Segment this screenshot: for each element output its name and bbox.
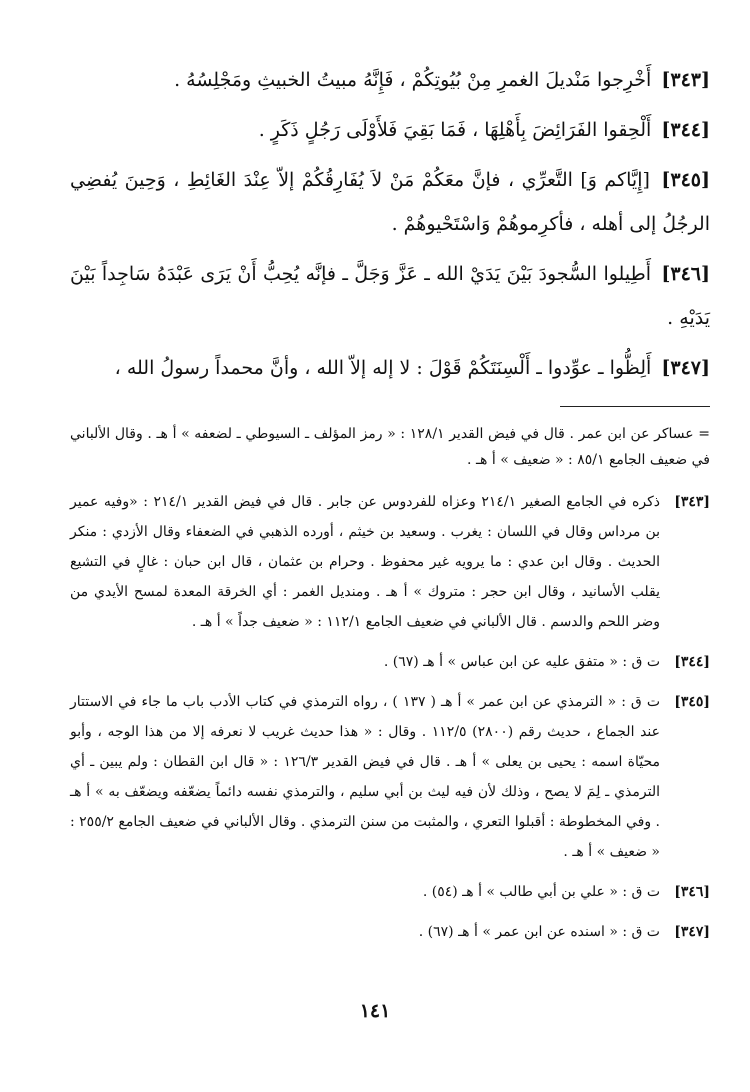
footnote-entry bbox=[70, 877, 710, 907]
hadith-text: أَطِيلوا السُّجودَ بَيْنَ يَدَيْ الله ـ عَزَّ وَجَلَّ ـ فإنَّه يُحِبُّ أَنْ يَرَى عَبْدَهُ سَاجِداً بَيْنَ يَدَيْهِ . bbox=[70, 263, 710, 329]
footnote-divider bbox=[560, 406, 710, 407]
footnote-entry bbox=[70, 917, 710, 947]
footnote-entry bbox=[70, 487, 710, 637]
hadith-text: أَخْرِجوا مَنْديلَ الغمرِ مِنْ بُيُوتِكُمْ ، فَإِنَّهُ مبيتُ الخبيثِ ومَجْلِسُهُ . bbox=[174, 69, 652, 91]
footnote-entry bbox=[70, 687, 710, 867]
hadith-entry bbox=[70, 346, 710, 390]
hadith-number: [٣٤٦] bbox=[661, 263, 710, 285]
footnotes-list bbox=[70, 487, 710, 947]
footnote-text: ت ق : « الترمذي عن ابن عمر » أ هـ ( ١٣٧ ) ، رواه الترمذي في كتاب الأدب باب ما جاء في الاستتار عند الجماع ، حديث رقم (٢٨٠٠) ١١٢/٥ . وقال : « هذا حديث غريب لا نعرفه إلا من هذا الوجه ، وأبو محيّاة اسمه : يحيى بن يعلى » أ هـ . قال في فيض القدير ١٢٦/٣ : « قال ابن القطان : ولم يبين ـ أي الترمذي ـ لِمَ لا يصح ، وذلك لأن فيه ليث بن أبي سليم ، والترمذي نفسه دائماً يضعّفه ويضعّف به » أ هـ . وفي المخطوطة : أقبلوا التعري ، والمثبت من سنن الترمذي . وقال الألباني في ضعيف الجامع ٢٥٥/٢ : « ضعيف » أ هـ . bbox=[69, 694, 661, 860]
footnote-number: [٣٤٧] bbox=[674, 924, 710, 940]
hadith-list bbox=[70, 58, 710, 390]
footnote-number: [٣٤٥] bbox=[674, 694, 710, 710]
footnote-continuation: = عساكر عن ابن عمر . قال في فيض القدير ١٢٨/١ : « رمز المؤلف ـ السيوطي ـ لضعفه » أ هـ . وقال الألباني في ضعيف الجامع ٨٥/١ : « ضعيف » أ هـ . bbox=[70, 426, 710, 468]
footnote-text: ذكره في الجامع الصغير ٢١٤/١ وعزاه للفردوس عن جابر . قال في فيض القدير ٢١٤/١ : «وفيه عمير بن مرداس وقال في اللسان : يغرب . وسعيد بن خيثم ، أورده الذهبي في الضعفاء وقال الأزدي : منكر الحديث . وقال ابن عدي : ما يرويه غير محفوظ . وحرام بن عثمان ، قال ابن حبان : غالٍ في التشيع يقلب الأسانيد ، وقال ابن حجر : متروك » أ هـ . ومنديل الغمر : أي الخرقة المعدة لمسح الأيدي من وضر اللحم والدسم . قال الألباني في ضعيف الجامع ١١٢/١ : « ضعيف جداً » أ هـ . bbox=[70, 494, 660, 630]
footnote-number: [٣٤٣] bbox=[674, 494, 710, 510]
hadith-entry bbox=[70, 58, 710, 102]
hadith-entry bbox=[70, 108, 710, 152]
footnote-number: [٣٤٤] bbox=[674, 654, 710, 670]
hadith-text: [إِيَّاكم وَ] التَّعرِّي ، فإنَّ معَكُمْ مَنْ لاَ يُفَارِقُكُمْ إلاّ عِنْدَ الغَائِطِ ، وَحِينَ يُفضِي الرجُلُ إلى أهله ، فأكرِموهُمْ وَاسْتَحْيوهُمْ . bbox=[70, 169, 710, 235]
hadith-number: [٣٤٤] bbox=[661, 119, 710, 141]
hadith-entry bbox=[70, 158, 710, 246]
footnote-entry bbox=[70, 647, 710, 677]
hadith-number: [٣٤٥] bbox=[661, 169, 710, 191]
page-number: ١٤١ bbox=[359, 1000, 391, 1022]
hadith-number: [٣٤٣] bbox=[661, 69, 710, 91]
hadith-number: [٣٤٧] bbox=[661, 357, 710, 379]
hadith-text: أَلْحِقوا الفَرَائِضَ بِأَهْلِهَا ، فَمَا بَقِيَ فَلأَوْلَى رَجُلٍ ذَكَرٍ . bbox=[258, 119, 652, 141]
hadith-entry bbox=[70, 252, 710, 340]
footnote-text: ت ق : « علي بن أبي طالب » أ هـ (٥٤) . bbox=[422, 884, 660, 900]
hadith-text: أَلِظُّوا ـ عوِّدوا ـ أَلْسِنَتَكُمْ قَوْلَ : لا إله إلاّ الله ، وأنَّ محمداً رسولُ الله ، bbox=[114, 357, 652, 379]
book-page bbox=[70, 58, 710, 957]
footnote-number: [٣٤٦] bbox=[674, 884, 710, 900]
footnote-text: ت ق : « اسنده عن ابن عمر » أ هـ (٦٧) . bbox=[418, 924, 660, 940]
footnote-text: ت ق : « متفق عليه عن ابن عباس » أ هـ (٦٧) . bbox=[383, 654, 660, 670]
